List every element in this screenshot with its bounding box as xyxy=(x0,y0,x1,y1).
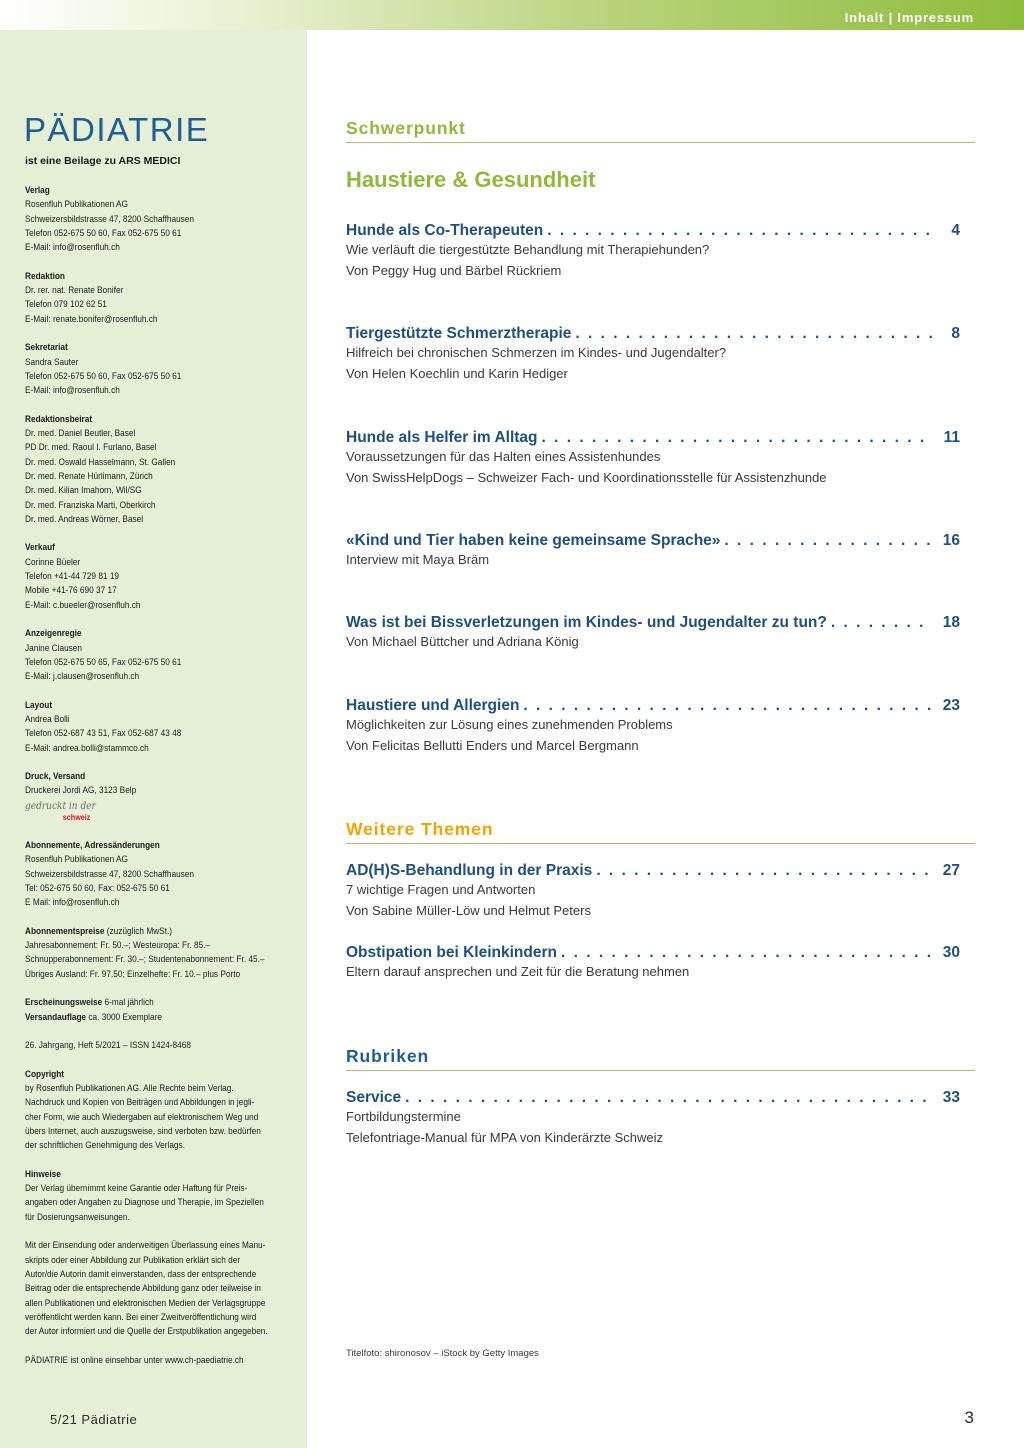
impressum-redaktion xyxy=(25,269,277,326)
theme-title: Haustiere & Gesundheit xyxy=(346,167,596,192)
toc-page-number: 30 xyxy=(942,944,960,961)
toc-page-number: 8 xyxy=(951,325,960,342)
impressum-line: Janine Clausen xyxy=(25,642,83,653)
impressum-line: Dr. med. Daniel Beutler, Basel xyxy=(25,428,136,439)
impressum-line: Beitrag oder die entsprechende Abbildung ganz oder teilweise in xyxy=(25,1283,261,1294)
impressum-line: Andrea Bolli xyxy=(25,713,70,724)
impressum-line: Dr. med. Renate Hürlimann, Zürich xyxy=(25,470,153,481)
impressum-line: angaben oder Angaben zu Diagnose und Therapie, im Speziellen xyxy=(25,1197,264,1208)
impressum-email[interactable]: E-Mail: info@rosenfluh.ch xyxy=(25,385,120,396)
impressum-email[interactable]: E-Mail: j.clausen@rosenfluh.ch xyxy=(25,671,140,682)
toc-entry-subtitle: Voraussetzungen für das Halten eines Assistenhundes xyxy=(346,449,661,464)
dot-leader xyxy=(596,862,932,880)
online-link[interactable]: PÄDIATRIE ist online einsehbar unter www.ch-paediatrie.ch xyxy=(25,1354,244,1365)
print-mark-bottom: schweiz xyxy=(62,812,91,822)
toc-entry[interactable] xyxy=(346,862,960,921)
impressum-heading: Sekretariat xyxy=(25,342,68,353)
toc-entry-title[interactable]: Hunde als Helfer im Alltag xyxy=(346,429,538,446)
toc-entry-authors: Von SwissHelpDogs – Schweizer Fach- und Koordinationsstelle für Assistenzhunde xyxy=(346,469,827,485)
impressum-heading: Abonnementspreise xyxy=(25,925,105,936)
impressum-line: Dr. med. Kilian Imahorn, Wil/SG xyxy=(25,485,142,496)
impressum-line: Telefon 052-687 43 51, Fax 052-687 43 48 xyxy=(25,728,182,739)
impressum-line: Der Verlag übernimmt keine Garantie oder Haftung für Preis- xyxy=(25,1183,248,1194)
dot-leader xyxy=(542,429,933,447)
toc-entry-title[interactable]: «Kind und Tier haben keine gemeinsame Sprache» xyxy=(346,532,721,549)
toc-entry-subtitle: Fortbildungstermine xyxy=(346,1109,461,1124)
impressum-line: Telefon +41-44 729 81 19 xyxy=(25,571,120,582)
dot-leader xyxy=(547,222,932,240)
impressum-line: Telefon 052-675 50 60, Fax 052-675 50 61 xyxy=(25,227,182,238)
impressum-line: Telefon 052-675 50 65, Fax 052-675 50 61 xyxy=(25,656,182,667)
circulation-label: Versandauflage xyxy=(25,1011,87,1022)
toc-entry-authors: Von Michael Büttcher und Adriana König xyxy=(346,634,579,649)
impressum-line: PD Dr. med. Raoul I. Furlano, Basel xyxy=(25,442,157,453)
impressum-line: Telefon 079 102 62 51 xyxy=(25,299,107,310)
toc-entry-subtitle: Telefontriage-Manual für MPA von Kinderärzte Schweiz xyxy=(346,1129,663,1145)
impressum-issue xyxy=(25,1038,277,1052)
impressum-line: veröffentlicht werden kann. Bei einer Zweitveröffentlichung wird xyxy=(25,1311,257,1322)
impressum-line: der Autor informiert und die Quelle der Erstpublikation angegeben. xyxy=(25,1326,268,1337)
impressum-line: Schweizersbildstrasse 47, 8200 Schaffhausen xyxy=(25,868,195,879)
impressum-heading: Layout xyxy=(25,699,53,710)
footer-issue: 5/21 Pädiatrie xyxy=(50,1412,138,1427)
logo-subtitle: ist eine Beilage zu ARS MEDICI xyxy=(25,155,181,167)
toc-entry[interactable] xyxy=(346,614,960,653)
prices-heading-row xyxy=(25,924,277,938)
toc-entry-title[interactable]: Service xyxy=(346,1089,402,1106)
toc-page-number: 27 xyxy=(942,862,960,879)
frequency-row xyxy=(25,995,277,1009)
impressum-line: by Rosenfluh Publikationen AG. Alle Rechte beim Verlag. xyxy=(25,1083,234,1094)
impressum-heading: Abonnemente, Adressänderungen xyxy=(25,840,160,851)
toc-entry-title[interactable]: Tiergestützte Schmerztherapie xyxy=(346,325,572,342)
dot-leader xyxy=(523,697,932,715)
impressum-prices xyxy=(25,924,277,981)
impressum-line: für Dosierungsanweisungen. xyxy=(25,1211,130,1222)
impressum-line: Schnupperabonnement: Fr. 30.–; Studentenabonnement: Fr. 45.– xyxy=(25,954,265,965)
toc-entry-title[interactable]: Obstipation bei Kleinkindern xyxy=(346,944,557,961)
section-heading-rubriken: Rubriken xyxy=(346,1046,975,1071)
toc-entry-title[interactable]: Hunde als Co-Therapeuten xyxy=(346,222,544,239)
impressum-druck xyxy=(25,769,277,824)
toc-entry-subtitle: Möglichkeiten zur Lösung eines zunehmenden Problems xyxy=(346,717,673,732)
impressum-line: Mobile +41-76 690 37 17 xyxy=(25,585,117,596)
impressum-line: Dr. rer. nat. Renate Bonifer xyxy=(25,285,124,296)
impressum-heading: Anzeigenregie xyxy=(25,628,82,639)
impressum-heading: Verkauf xyxy=(25,542,55,553)
impressum-line: allen Publikationen und elektronischen Medien der Verlagsgruppe xyxy=(25,1297,266,1308)
impressum-email[interactable]: E-Mail: andrea.bolli@stammco.ch xyxy=(25,742,149,753)
impressum-line: Dr. med. Franziska Marti, Oberkirch xyxy=(25,499,156,510)
impressum-sekretariat xyxy=(25,340,277,397)
impressum-verkauf xyxy=(25,540,277,611)
impressum-heading: Redaktion xyxy=(25,270,65,281)
toc-page-number: 18 xyxy=(942,614,960,631)
toc-entry-subtitle: Interview mit Maya Bräm xyxy=(346,552,490,567)
page-number: 3 xyxy=(964,1408,974,1427)
impressum-email[interactable]: E-Mail: renate.bonifer@rosenfluh.ch xyxy=(25,313,158,324)
printed-in-switzerland-logo xyxy=(25,800,106,824)
toc-page-number: 11 xyxy=(943,429,960,446)
impressum-line: Mit der Einsendung oder anderweitigen Überlassung eines Manu- xyxy=(25,1240,266,1251)
impressum-line: Druckerei Jordi AG, 3123 Belp xyxy=(25,785,137,796)
impressum-line: Sandra Sauter xyxy=(25,356,79,367)
toc-entry-title-row xyxy=(346,325,960,343)
toc-entry-title-row xyxy=(346,862,960,880)
impressum-hinweise xyxy=(25,1167,277,1224)
impressum-frequency xyxy=(25,995,277,1024)
toc-page-number: 16 xyxy=(942,532,960,549)
photo-credit: Titelfoto: shironosov – iStock by Getty Images xyxy=(346,1348,539,1359)
impressum-line: Dr. med. Oswald Hasselmann, St. Gallen xyxy=(25,456,176,467)
impressum-line: Übriges Ausland: Fr. 97.50; Einzelhefte: Fr. 10.– plus Porto xyxy=(25,968,241,979)
dot-leader xyxy=(831,614,932,632)
impressum-email[interactable]: E-Mail: c.bueeler@rosenfluh.ch xyxy=(25,599,141,610)
toc-entry[interactable] xyxy=(346,1089,960,1148)
print-mark-top: gedruckt in der xyxy=(25,800,96,812)
section-heading-schwerpunkt: Schwerpunkt xyxy=(346,118,975,143)
dot-leader xyxy=(575,325,932,343)
toc-entry-title-row xyxy=(346,697,960,715)
section-heading-weitere-themen: Weitere Themen xyxy=(346,819,975,844)
impressum xyxy=(25,183,277,1381)
toc-entry-authors: Von Felicitas Bellutti Enders und Marcel Bergmann xyxy=(346,737,639,753)
impressum-line: skripts oder einer Abbildung zur Publikation erklärt sich der xyxy=(25,1254,241,1265)
toc-entry-title[interactable]: Haustiere und Allergien xyxy=(346,697,520,714)
impressum-line: Tel: 052-675 50 60, Fax: 052-675 50 61 xyxy=(25,882,170,893)
impressum-line: Jahresabonnement: Fr. 50.–; Westeuropa: Fr. 85.– xyxy=(25,940,211,951)
impressum-email[interactable]: E-Mail: info@rosenfluh.ch xyxy=(25,242,120,253)
toc-entry-subtitle: Eltern darauf ansprechen und Zeit für die Beratung nehmen xyxy=(346,964,690,979)
impressum-line: cher Form, wie auch Wiedergaben auf elektronischem Weg und xyxy=(25,1111,259,1122)
toc-entry-title-row xyxy=(346,944,960,962)
impressum-line: Corinne Büeler xyxy=(25,556,81,567)
impressum-line: Telefon 052-675 50 60, Fax 052-675 50 61 xyxy=(25,370,182,381)
impressum-line: Schweizersbildstrasse 47, 8200 Schaffhausen xyxy=(25,213,195,224)
toc-entry[interactable] xyxy=(346,222,960,281)
toc-entry-title-row xyxy=(346,429,960,447)
toc-entry-authors: Von Helen Koechlin und Karin Hediger xyxy=(346,365,568,381)
toc-entry[interactable] xyxy=(346,325,960,384)
header-bar xyxy=(0,0,1024,30)
impressum-heading: Hinweise xyxy=(25,1168,61,1179)
header-title: Inhalt | Impressum xyxy=(844,10,974,25)
impressum-line: Rosenfluh Publikationen AG xyxy=(25,199,128,210)
toc-page-number: 23 xyxy=(942,697,960,714)
impressum-email[interactable]: E Mail: info@rosenfluh.ch xyxy=(25,897,120,908)
impressum-online xyxy=(25,1353,277,1367)
impressum-line: Dr. med. Andreas Wörner, Basel xyxy=(25,513,144,524)
toc-entry[interactable] xyxy=(346,944,960,983)
impressum-layout xyxy=(25,698,277,755)
toc-entry-title[interactable]: AD(H)S-Behandlung in der Praxis xyxy=(346,862,593,879)
toc-entry-title-row xyxy=(346,614,960,632)
toc-entry-subtitle: 7 wichtige Fragen und Antworten xyxy=(346,882,536,897)
magazine-logo: PÄDIATRIE xyxy=(24,111,210,148)
impressum-heading: Copyright xyxy=(25,1068,65,1079)
dot-leader xyxy=(724,532,932,550)
toc-entry-authors: Von Peggy Hug und Bärbel Rückriem xyxy=(346,262,562,278)
impressum-line: Rosenfluh Publikationen AG xyxy=(25,854,128,865)
impressum-copyright xyxy=(25,1067,277,1153)
toc-page-number: 33 xyxy=(942,1089,960,1106)
dot-leader xyxy=(561,944,932,962)
dot-leader xyxy=(405,1089,932,1107)
toc-entry[interactable] xyxy=(346,429,960,488)
impressum-heading: Druck, Versand xyxy=(25,771,86,782)
frequency-label: Erscheinungsweise xyxy=(25,997,103,1008)
toc-entry-subtitle: Wie verläuft die tiergestützte Behandlung mit Therapiehunden? xyxy=(346,242,710,257)
prices-note: (zuzüglich MwSt.) xyxy=(104,925,173,936)
impressum-abonnemente xyxy=(25,838,277,909)
toc-entry[interactable] xyxy=(346,532,960,571)
toc-entry-authors: Von Sabine Müller-Löw und Helmut Peters xyxy=(346,902,591,918)
impressum-line: übers Internet, auch auszugsweise, sind verboten bzw. bedürfen xyxy=(25,1126,261,1136)
impressum-anzeigenregie xyxy=(25,626,277,683)
impressum-line: der schriftlichen Genehmigung des Verlags. xyxy=(25,1140,185,1151)
toc-entry-subtitle: Hilfreich bei chronischen Schmerzen im Kindes- und Jugendalter? xyxy=(346,345,727,360)
toc-entry-title-row xyxy=(346,1089,960,1107)
impressum-submission xyxy=(25,1238,277,1338)
impressum-redaktionsbeirat xyxy=(25,412,277,526)
impressum-line: Nachdruck und Kopien von Beiträgen und Abbildungen in jegli- xyxy=(25,1097,255,1108)
toc-page-number: 4 xyxy=(951,222,960,239)
toc-entry-title-row xyxy=(346,532,960,550)
frequency-value: 6-mal jährlich xyxy=(102,997,154,1008)
impressum-line: Autor/die Autorin damit einverstanden, dass der entsprechende xyxy=(25,1268,257,1279)
impressum-verlag xyxy=(25,183,277,254)
circulation-row xyxy=(25,1010,277,1024)
toc-entry[interactable] xyxy=(346,697,960,756)
circulation-value: ca. 3000 Exemplare xyxy=(86,1011,162,1022)
toc-entry-title[interactable]: Was ist bei Bissverletzungen im Kindes- und Jugendalter zu tun? xyxy=(346,614,827,631)
impressum-heading: Verlag xyxy=(25,185,50,195)
toc-entry-title-row xyxy=(346,222,960,240)
impressum-heading: Redaktionsbeirat xyxy=(25,413,93,424)
issue-line: 26. Jahrgang, Heft 5/2021 – ISSN 1424-8468 xyxy=(25,1040,191,1051)
